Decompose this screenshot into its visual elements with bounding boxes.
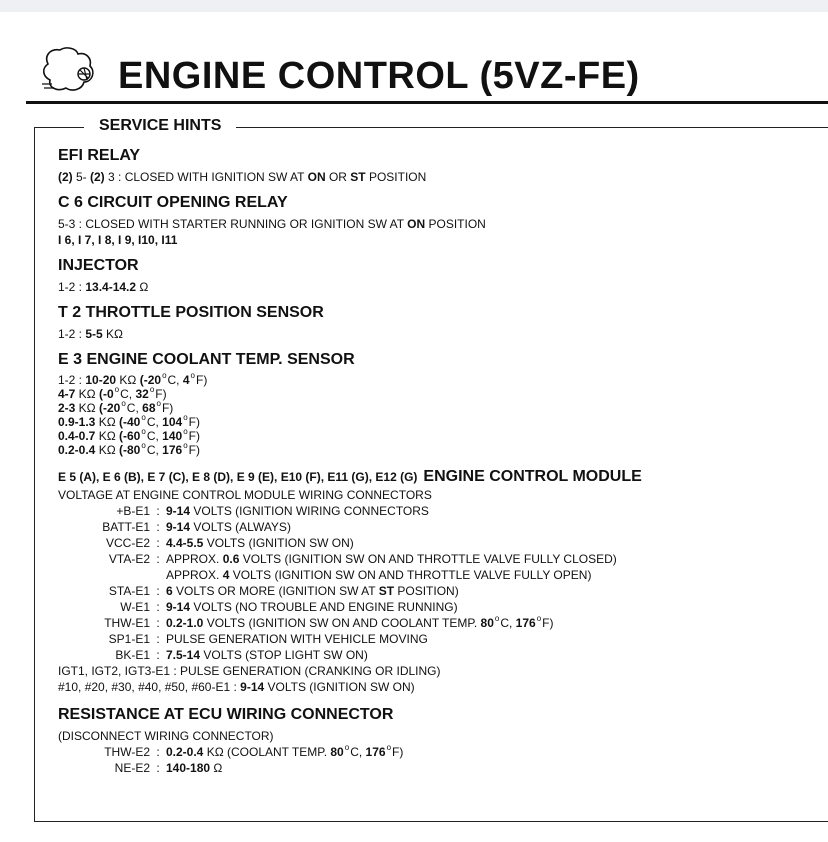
section-heading: E 3 ENGINE COOLANT TEMP. SENSOR xyxy=(58,351,355,368)
ecu-resistance-section xyxy=(58,705,818,776)
engine-outline-icon xyxy=(38,44,100,96)
terminal-row: STA-E1 : 6 VOLTS OR MORE (IGNITION SW AT ST POSITION) xyxy=(108,584,459,598)
spec-line: 1-2 : 13.4-14.2 Ω xyxy=(58,280,149,294)
title-rule xyxy=(26,101,828,104)
terminal-row: SP1-E1 : PULSE GENERATION WITH VEHICLE MOVING xyxy=(108,632,428,646)
spec-line: IGT1, IGT2, IGT3-E1 : PULSE GENERATION (CRANKING OR IDLING) xyxy=(58,664,441,678)
terminal-row: VTA-E2 : APPROX. 0.6 VOLTS (IGNITION SW ON AND THROTTLE VALVE FULLY CLOSED) xyxy=(108,552,617,566)
terminal-row-continued: APPROX. 4 VOLTS (IGNITION SW ON AND THROTTLE VALVE FULLY OPEN) xyxy=(166,568,592,582)
terminal-row: BATT-E1 : 9-14 VOLTS (ALWAYS) xyxy=(102,520,291,534)
terminal-row: BK-E1 : 7.5-14 VOLTS (STOP LIGHT SW ON) xyxy=(115,648,368,662)
terminal-row: THW-E1 : 0.2-1.0 VOLTS (IGNITION SW ON AND COOLANT TEMP. 80$^o$C, 176$^o$F) xyxy=(104,614,554,630)
throttle-sensor-section xyxy=(58,303,818,342)
section-heading: EFI RELAY xyxy=(58,147,141,164)
section-heading: T 2 THROTTLE POSITION SENSOR xyxy=(58,304,324,321)
spec-line: 0.9-1.3 KΩ (-40$^o$C, 104$^o$F) xyxy=(58,413,200,429)
service-hints-title: SERVICE HINTS xyxy=(84,117,236,135)
spec-line: 0.4-0.7 KΩ (-60$^o$C, 140$^o$F) xyxy=(58,427,200,443)
section-heading: C 6 CIRCUIT OPENING RELAY xyxy=(58,194,288,211)
spec-line: 0.2-0.4 KΩ (-80$^o$C, 176$^o$F) xyxy=(58,441,200,457)
spec-line: (2) 5- (2) 3 : CLOSED WITH IGNITION SW AT ON OR ST POSITION xyxy=(58,170,427,184)
spec-line: #10, #20, #30, #40, #50, #60-E1 : 9-14 VOLTS (IGNITION SW ON) xyxy=(58,680,415,694)
page-title: ENGINE CONTROL (5VZ-FE) xyxy=(118,55,640,97)
c6-relay-section xyxy=(58,193,818,248)
spec-line: 4-7 KΩ (-0$^o$C, 32$^o$F) xyxy=(58,385,167,401)
terminal-row: THW-E2 : 0.2-0.4 KΩ (COOLANT TEMP. 80$^o$C, 176$^o$F) xyxy=(104,743,404,759)
spec-line: 2-3 KΩ (-20$^o$C, 68$^o$F) xyxy=(58,399,174,415)
terminal-row: W-E1 : 9-14 VOLTS (NO TROUBLE AND ENGINE RUNNING) xyxy=(120,600,458,614)
ecm-section xyxy=(58,467,818,695)
spec-line: VOLTAGE AT ENGINE CONTROL MODULE WIRING CONNECTORS xyxy=(58,488,432,502)
spec-line: 1-2 : 10-20 KΩ (-20$^o$C, 4$^o$F) xyxy=(58,371,208,387)
efi-relay-section xyxy=(58,146,818,185)
terminal-row: NE-E2 : 140-180 Ω xyxy=(114,761,223,775)
top-band xyxy=(0,0,828,12)
spec-line: (DISCONNECT WIRING CONNECTOR) xyxy=(58,729,274,743)
coolant-sensor-section xyxy=(58,350,818,457)
spec-line: I 6, I 7, I 8, I 9, I10, I11 xyxy=(58,233,178,247)
service-hints-content xyxy=(58,146,818,784)
spec-line: 5-3 : CLOSED WITH STARTER RUNNING OR IGNITION SW AT ON POSITION xyxy=(58,217,486,231)
terminal-row: VCC-E2 : 4.4-5.5 VOLTS (IGNITION SW ON) xyxy=(105,536,354,550)
terminal-row: +B-E1 : 9-14 VOLTS (IGNITION WIRING CONNECTORS xyxy=(116,504,429,518)
spec-line: 1-2 : 5-5 KΩ xyxy=(58,327,124,341)
section-heading: INJECTOR xyxy=(58,257,139,274)
section-heading: RESISTANCE AT ECU WIRING CONNECTOR xyxy=(58,706,394,723)
injector-section xyxy=(58,256,818,295)
section-heading: E 5 (A), E 6 (B), E 7 (C), E 8 (D), E 9 (E), E10 (F), E11 (G), E12 (G) ENGINE CONTROL MODULE xyxy=(58,468,642,485)
